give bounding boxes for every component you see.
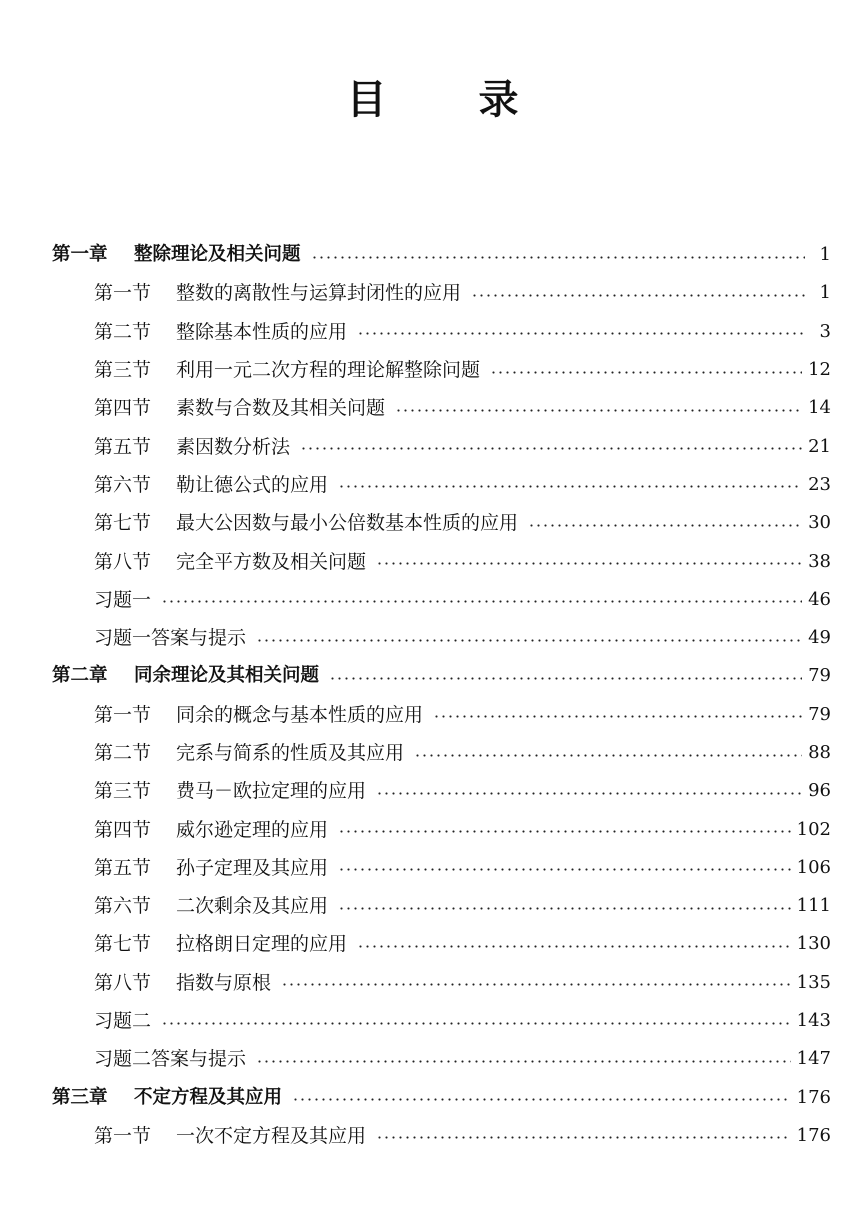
- dot-leader: [395, 409, 802, 412]
- toc-section-entry: [0, 887, 865, 925]
- dot-leader: [281, 983, 791, 986]
- toc-section-entry: [0, 581, 865, 619]
- toc-entry-number: 第一节: [94, 1124, 152, 1147]
- toc-entry-number: 第一章: [52, 244, 108, 266]
- dot-leader: [256, 1060, 791, 1063]
- toc-page-number: 176: [796, 1124, 831, 1146]
- toc-section-entry: [0, 542, 865, 580]
- toc-entry-title: 素数与合数及其相关问题: [176, 397, 386, 420]
- toc-section-entry: [0, 772, 865, 810]
- toc-section-entry: [0, 1117, 865, 1155]
- page-title: [0, 72, 865, 128]
- toc-page-number: 130: [796, 933, 831, 955]
- toc-entry-title: 费马－欧拉定理的应用: [176, 780, 367, 803]
- toc-page-number: 106: [796, 856, 831, 878]
- toc-page-number: 30: [808, 512, 831, 534]
- table-of-contents: [0, 236, 865, 1155]
- toc-entry-title: 整数的离散性与运算封闭性的应用: [176, 282, 462, 305]
- toc-entry-title: 整除理论及相关问题: [134, 244, 301, 266]
- toc-section-entry: [0, 274, 865, 312]
- dot-leader: [329, 677, 802, 680]
- toc-entry-title: 拉格朗日定理的应用: [176, 933, 348, 956]
- toc-page-number: 135: [796, 971, 831, 993]
- toc-section-entry: [0, 734, 865, 772]
- dot-leader: [161, 600, 802, 603]
- toc-section-entry: [0, 810, 865, 848]
- toc-page-number: 38: [808, 550, 831, 572]
- toc-page-number: 23: [808, 473, 831, 495]
- toc-page-number: 88: [808, 742, 831, 763]
- toc-entry-title: 孙子定理及其应用: [176, 856, 329, 879]
- dot-leader: [433, 715, 802, 718]
- dot-leader: [376, 792, 802, 795]
- toc-page-number: 14: [808, 397, 831, 419]
- toc-entry-number: 第三节: [94, 359, 152, 382]
- toc-section-entry: [0, 313, 865, 351]
- toc-page-number: 79: [808, 703, 831, 725]
- dot-leader: [357, 945, 791, 948]
- toc-entry-title: 二次剩余及其应用: [176, 895, 329, 918]
- dot-leader: [338, 907, 791, 910]
- dot-leader: [311, 256, 805, 259]
- dot-leader: [490, 371, 802, 374]
- toc-section-entry: [0, 427, 865, 465]
- toc-section-entry: [0, 1040, 865, 1078]
- dot-leader: [471, 294, 805, 297]
- toc-entry-title: 同余理论及其相关问题: [134, 665, 320, 687]
- toc-entry-number: 第二节: [94, 742, 152, 764]
- toc-chapter-entry: [0, 1079, 865, 1117]
- toc-entry-title: 完系与简系的性质及其应用: [176, 742, 405, 764]
- dot-leader: [161, 1022, 791, 1025]
- toc-page-number: 102: [796, 818, 831, 840]
- toc-section-entry: [0, 619, 865, 657]
- toc-section-entry: [0, 925, 865, 963]
- toc-entry-title: 习题一: [94, 588, 152, 611]
- toc-entry-title: 最大公因数与最小公倍数基本性质的应用: [176, 512, 519, 535]
- toc-entry-title: 素因数分析法: [176, 435, 291, 458]
- toc-entry-title: 习题二答案与提示: [94, 1048, 247, 1071]
- toc-page-number: 21: [808, 435, 831, 457]
- toc-entry-number: 第四节: [94, 397, 152, 420]
- toc-section-entry: [0, 849, 865, 887]
- toc-entry-title: 不定方程及其应用: [134, 1086, 283, 1108]
- toc-chapter-entry: [0, 657, 865, 695]
- toc-page-number: 1: [819, 282, 831, 304]
- toc-entry-number: 第一节: [94, 703, 152, 726]
- toc-section-entry: [0, 504, 865, 542]
- dot-leader: [376, 1136, 791, 1139]
- toc-entry-number: 第六节: [94, 473, 152, 496]
- toc-page-number: 79: [808, 665, 831, 687]
- dot-leader: [357, 332, 805, 335]
- toc-section-entry: [0, 1002, 865, 1040]
- dot-leader: [338, 868, 791, 871]
- dot-leader: [338, 485, 802, 488]
- toc-entry-number: 第三节: [94, 780, 152, 803]
- toc-entry-title: 整除基本性质的应用: [176, 320, 348, 343]
- toc-entry-title: 习题二: [94, 1010, 152, 1033]
- toc-entry-title: 威尔逊定理的应用: [176, 818, 329, 841]
- toc-entry-number: 第七节: [94, 512, 152, 535]
- toc-page-number: 49: [808, 627, 831, 649]
- toc-page-number: 1: [819, 244, 831, 266]
- dot-leader: [338, 830, 791, 833]
- toc-entry-title: 同余的概念与基本性质的应用: [176, 703, 424, 726]
- toc-entry-title: 指数与原根: [176, 971, 272, 994]
- toc-entry-number: 第三章: [52, 1086, 108, 1108]
- dot-leader: [376, 562, 802, 565]
- toc-entry-number: 第八节: [94, 971, 152, 994]
- toc-entry-number: 第七节: [94, 933, 152, 956]
- toc-entry-title: 习题一答案与提示: [94, 627, 247, 650]
- toc-page-number: 176: [796, 1086, 831, 1108]
- toc-section-entry: [0, 696, 865, 734]
- toc-entry-number: 第五节: [94, 856, 152, 879]
- toc-entry-number: 第二节: [94, 320, 152, 343]
- toc-entry-number: 第八节: [94, 550, 152, 573]
- toc-entry-title: 利用一元二次方程的理论解整除问题: [176, 359, 481, 382]
- toc-page-number: 46: [808, 588, 831, 610]
- toc-section-entry: [0, 964, 865, 1002]
- toc-page-number: 111: [796, 895, 831, 917]
- dot-leader: [414, 754, 802, 757]
- toc-page-number: 12: [808, 359, 831, 381]
- toc-section-entry: [0, 466, 865, 504]
- title-char: 录: [478, 77, 519, 123]
- toc-section-entry: [0, 389, 865, 427]
- toc-entry-number: 第一节: [94, 282, 152, 305]
- toc-entry-number: 第四节: [94, 818, 152, 841]
- toc-page-number: 147: [796, 1048, 831, 1070]
- toc-page-number: 3: [819, 320, 831, 342]
- toc-entry-number: 第六节: [94, 895, 152, 918]
- toc-entry-title: 勒让德公式的应用: [176, 473, 329, 496]
- dot-leader: [292, 1098, 791, 1101]
- title-char: 目: [346, 77, 387, 123]
- toc-entry-number: 第二章: [52, 665, 108, 687]
- toc-entry-title: 一次不定方程及其应用: [176, 1124, 367, 1147]
- toc-chapter-entry: [0, 236, 865, 274]
- toc-section-entry: [0, 351, 865, 389]
- dot-leader: [300, 447, 802, 450]
- toc-entry-title: 完全平方数及相关问题: [176, 550, 367, 573]
- toc-entry-number: 第五节: [94, 435, 152, 458]
- dot-leader: [256, 639, 802, 642]
- toc-page-number: 96: [808, 780, 831, 802]
- dot-leader: [528, 524, 802, 527]
- toc-page-number: 143: [796, 1010, 831, 1032]
